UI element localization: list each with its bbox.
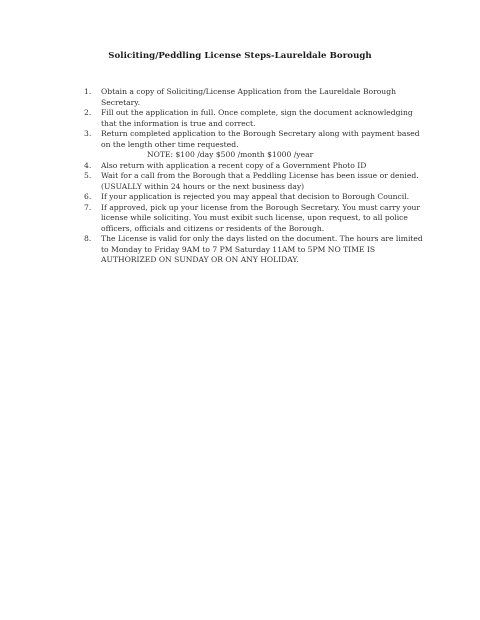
step-text: If your application is rejected you may appeal that decision to Borough Council. [101, 192, 410, 201]
fee-note: NOTE: $100 /day $500 /month $1000 /year [147, 150, 314, 159]
step-text: The License is valid for only the days listed on the document. The hours are limited to Monday to Friday 9AM to 7 PM Saturday 11AM to 5PM NO TIME IS AUTHORIZED ON SUNDAY OR ON ANY HOLIDAY. [101, 234, 423, 264]
list-item [84, 108, 424, 129]
list-item [84, 87, 424, 108]
step-number: 8. [84, 234, 92, 243]
document-title: Soliciting/Peddling License Steps-Laureldale Borough [108, 51, 372, 61]
step-text: Return completed application to the Borough Secretary along with payment based on the length other time requested. [101, 129, 420, 149]
list-item [84, 192, 424, 203]
step-number: 3. [84, 129, 92, 138]
step-number: 7. [84, 202, 92, 212]
step-text: If approved, pick up your license from the Borough Secretary. You must carry your license while soliciting. You must exibit such license, upon request, to all police officers, officials and citizens or residents of the Borough. [101, 202, 421, 233]
step-text: Fill out the application in full. Once complete, sign the document acknowledging that the information is true and correct. [101, 108, 413, 128]
step-text: Wait for a call from the Borough that a Peddling License has been issue or denied. (USUALLY within 24 hours or the next business day) [101, 171, 419, 191]
step-number: 4. [84, 160, 92, 170]
list-item [84, 161, 424, 172]
step-text: Obtain a copy of Soliciting/License Application from the Laureldale Borough Secretary. [101, 87, 396, 107]
step-text: Also return with application a recent copy of a Government Photo ID [101, 160, 367, 170]
step-number: 2. [84, 108, 92, 117]
step-number: 5. [84, 171, 92, 180]
list-item [84, 203, 424, 235]
step-number: 1. [84, 87, 92, 96]
steps-list [84, 87, 424, 266]
list-item [84, 234, 424, 266]
step-number: 6. [84, 192, 92, 201]
list-item [84, 129, 424, 161]
list-item [84, 171, 424, 192]
